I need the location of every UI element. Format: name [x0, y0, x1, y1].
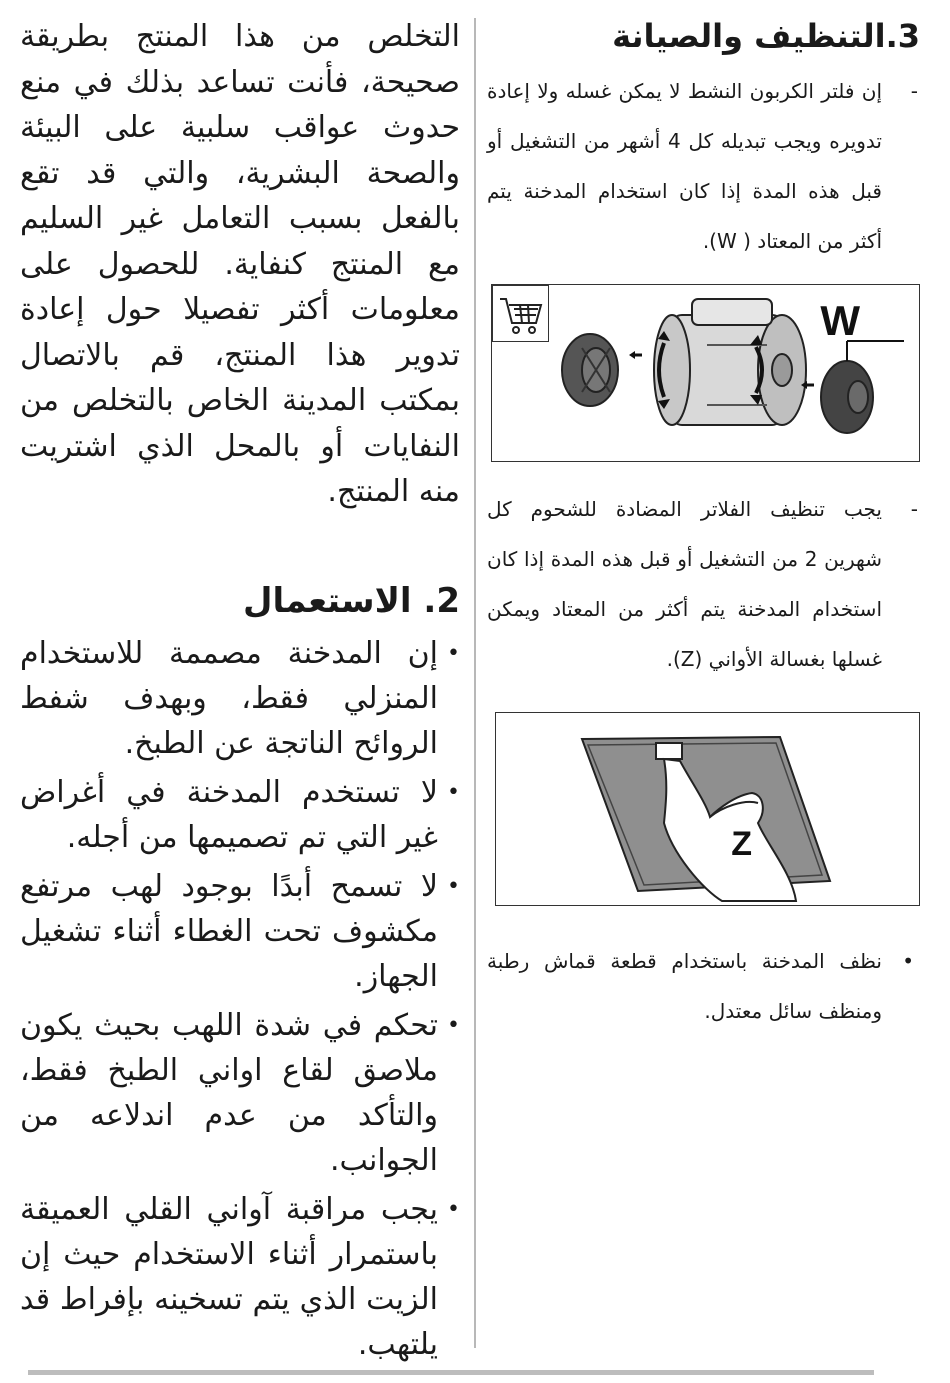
dash-marker: - — [910, 79, 918, 103]
usage-list-item — [20, 864, 460, 999]
bullet-marker: • — [447, 873, 460, 899]
bullet-marker: • — [902, 949, 914, 973]
usage-list-item — [20, 770, 460, 860]
bullet-marker: • — [447, 1012, 460, 1038]
filter-handle — [656, 743, 682, 759]
usage-item-text: يجب مراقبة آواني القلي العميقة باستمرار أثناء الاستخدام حيث إن الزيت الذي يتم تسخينه بإفراط قد يلتهب. — [20, 1191, 438, 1362]
cleaning-heading: 3.التنظيف والصيانة — [612, 17, 920, 55]
usage-heading: 2. الاستعمال — [243, 580, 460, 621]
usage-list — [20, 631, 460, 1367]
usage-item-text: لا تسمح أبدًا بوجود لهب مرتفع مكشوف تحت الغطاء أثناء تشغيل الجهاز. — [20, 868, 438, 994]
bullet-marker: • — [447, 640, 460, 666]
figure-z-label: Z — [731, 825, 752, 863]
carbon-filter-paragraph — [487, 66, 920, 266]
grease-filter-paragraph — [487, 484, 920, 684]
disposal-paragraph: التخلص من هذا المنتج بطريقة صحيحة، فأنت تساعد بذلك في منع حدوث عواقب سلبية على البيئة والصحة البشرية، والتي قد تقع بالفعل بسبب التعامل غير السليم مع المنتج كنفاية. للحصول على معلومات أكثر تفصيلا حول إعادة تدوير هذا المنتج، قم بالاتصال بمكتب المدينة الخاص بالتخلص من النفايات أو بالمحل الذي اشتريت منه المنتج. — [20, 19, 460, 509]
hood-cleaning-text: نظف المدخنة باستخدام قطعة قماش رطبة ومنظف سائل معتدل. — [487, 949, 882, 1023]
column-divider — [474, 18, 476, 1348]
grease-filter-illustration — [496, 713, 919, 905]
grease-filter-figure — [495, 712, 920, 906]
usage-list-item — [20, 1187, 460, 1367]
cleaning-column — [487, 14, 920, 1036]
bullet-marker: • — [447, 1196, 460, 1222]
carbon-filter-illustration — [492, 285, 919, 461]
dash-marker: - — [910, 497, 918, 521]
carbon-filter-text: إن فلتر الكربون النشط لا يمكن غسله ولا إعادة تدويره ويجب تبديله كل 4 أشهر من التشغيل أو قبل هذه المدة إذا كان استخدام المدخنة يتم أكثر من المعتاد ( W). — [487, 79, 882, 253]
figure-w-label: W — [820, 297, 860, 344]
usage-item-text: تحكم في شدة اللهب بحيث يكون ملاصق لقاع اواني الطبخ فقط، والتأكد من عدم اندلاعه من الجوانب. — [20, 1007, 438, 1178]
carbon-filter-figure — [491, 284, 920, 462]
usage-item-text: لا تستخدم المدخنة في أغراض غير التي تم تصميمها من أجله. — [20, 774, 438, 855]
footer-rule — [28, 1370, 874, 1375]
hood-cleaning-paragraph — [487, 936, 920, 1036]
grease-filter-text: يجب تنظيف الفلاتر المضادة للشحوم كل شهرين 2 من التشغيل أو قبل هذه المدة إذا كان استخدام المدخنة يتم أكثر من المعتاد ويمكن غسلها بغسالة الأواني (Z). — [487, 497, 882, 671]
usage-list-item — [20, 1003, 460, 1183]
usage-item-text: إن المدخنة مصممة للاستخدام المنزلي فقط، وبهدف شفط الروائح الناتجة عن الطبخ. — [20, 635, 438, 761]
usage-list-item — [20, 631, 460, 766]
bullet-marker: • — [447, 779, 460, 805]
usage-column — [20, 14, 460, 1371]
